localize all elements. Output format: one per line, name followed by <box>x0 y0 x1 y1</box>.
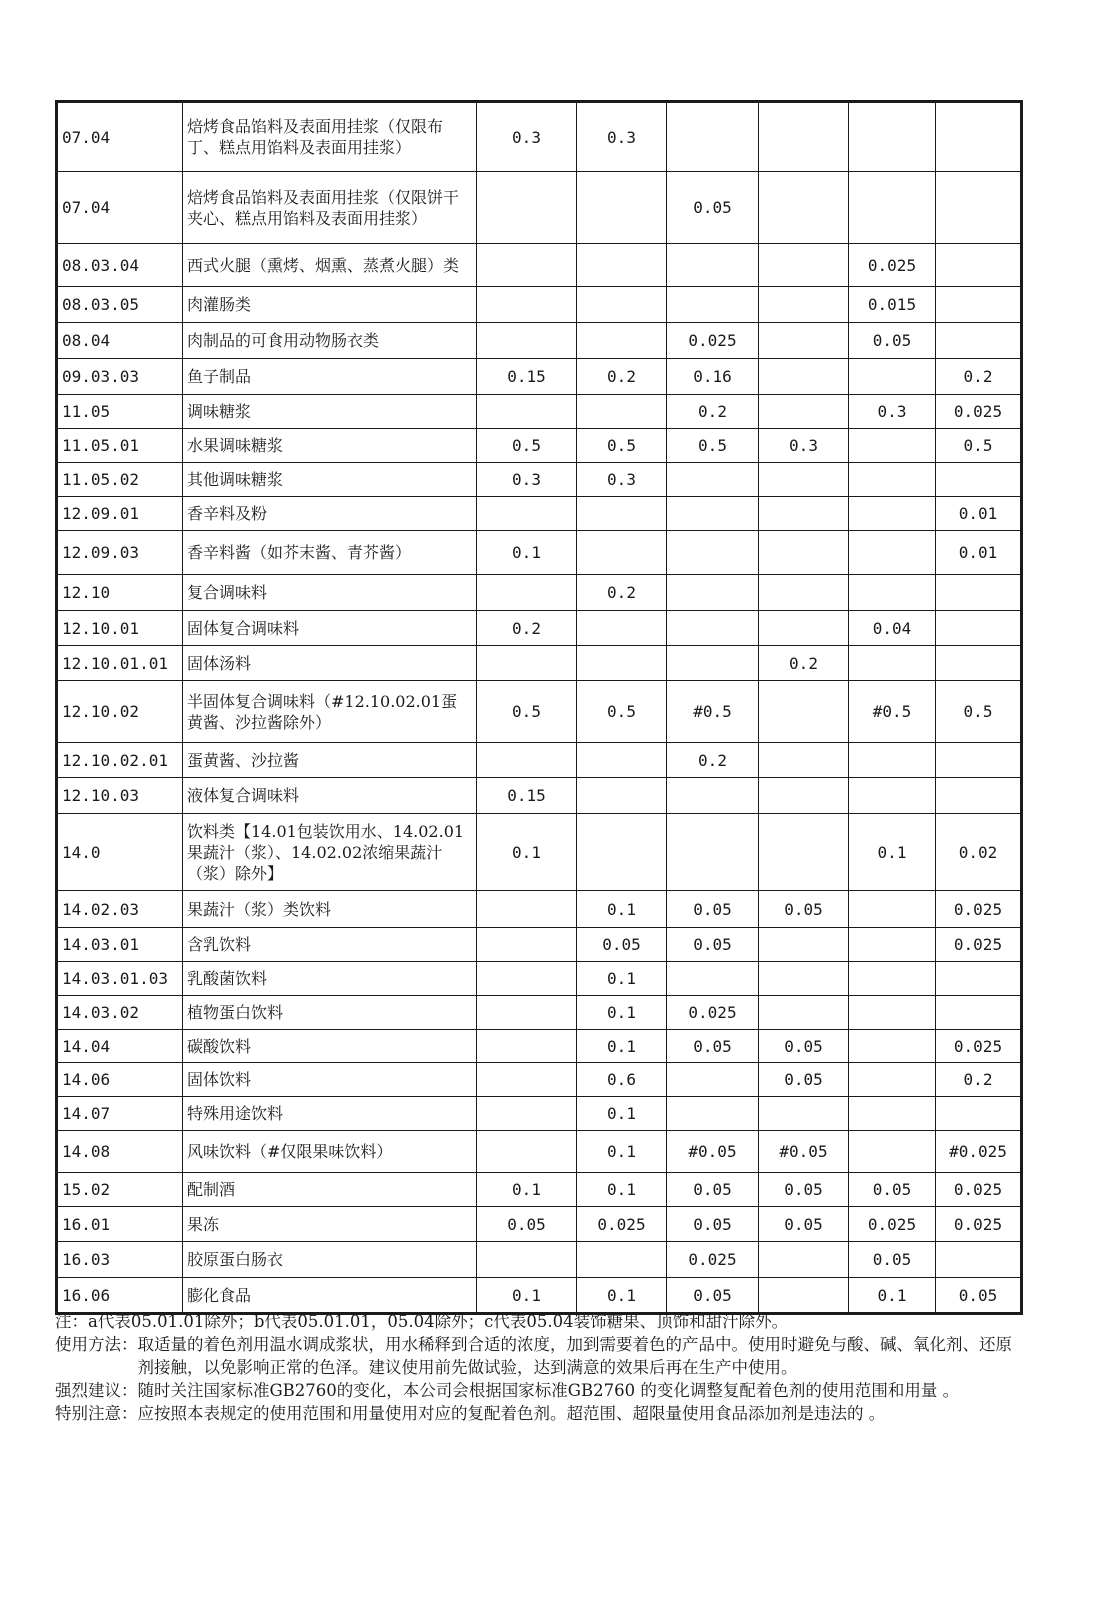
dosage-cell-6: 0.01 <box>936 497 1022 531</box>
dosage-cell-5: 0.015 <box>849 287 936 323</box>
dosage-cell-3 <box>667 1097 759 1131</box>
dosage-cell-5: 0.05 <box>849 323 936 359</box>
table-row <box>57 891 1022 928</box>
dosage-cell-2: 0.2 <box>577 575 667 611</box>
category-code-cell: 14.04 <box>57 1030 183 1063</box>
dosage-cell-1: 0.1 <box>477 531 577 575</box>
dosage-cell-4: 0.05 <box>759 1207 849 1242</box>
dosage-cell-5 <box>849 1131 936 1173</box>
dosage-cell-2 <box>577 172 667 244</box>
dosage-cell-4: 0.05 <box>759 1030 849 1063</box>
category-code-cell: 14.06 <box>57 1063 183 1097</box>
dosage-cell-5 <box>849 429 936 463</box>
table-row <box>57 244 1022 287</box>
advice-text: 随时关注国家标准GB2760的变化，本公司会根据国家标准GB2760 的变化调整复配着色剂的使用范围和用量 。 <box>137 1381 960 1400</box>
table-row <box>57 172 1022 244</box>
dosage-cell-4 <box>759 681 849 743</box>
dosage-cell-2: 0.3 <box>577 463 667 497</box>
dosage-cell-1: 0.1 <box>477 1173 577 1207</box>
dosage-cell-3 <box>667 1063 759 1097</box>
dosage-cell-3: 0.05 <box>667 1278 759 1314</box>
dosage-cell-2 <box>577 1242 667 1278</box>
table-row <box>57 778 1022 814</box>
dosage-cell-2: 0.5 <box>577 429 667 463</box>
dosage-cell-3: #0.5 <box>667 681 759 743</box>
dosage-cell-4 <box>759 996 849 1030</box>
dosage-cell-6 <box>936 611 1022 646</box>
table-row <box>57 1097 1022 1131</box>
dosage-cell-6: #0.025 <box>936 1131 1022 1173</box>
dosage-cell-3 <box>667 814 759 891</box>
dosage-cell-4 <box>759 814 849 891</box>
dosage-cell-2 <box>577 244 667 287</box>
category-code-cell: 14.02.03 <box>57 891 183 928</box>
dosage-cell-1 <box>477 172 577 244</box>
usage-table <box>55 100 1023 1315</box>
dosage-cell-3: #0.05 <box>667 1131 759 1173</box>
dosage-cell-2: 0.025 <box>577 1207 667 1242</box>
table-row <box>57 287 1022 323</box>
dosage-cell-6: 0.025 <box>936 395 1022 429</box>
table-row <box>57 814 1022 891</box>
table-row <box>57 575 1022 611</box>
food-name-cell: 焙烤食品馅料及表面用挂浆（仅限布丁、糕点用馅料及表面用挂浆） <box>183 102 477 172</box>
dosage-cell-5 <box>849 359 936 395</box>
table-row <box>57 102 1022 172</box>
category-code-cell: 08.04 <box>57 323 183 359</box>
dosage-cell-6 <box>936 1242 1022 1278</box>
dosage-cell-1 <box>477 395 577 429</box>
table-body <box>57 102 1022 1314</box>
dosage-cell-1: 0.5 <box>477 429 577 463</box>
dosage-cell-3 <box>667 646 759 681</box>
food-name-cell: 其他调味糖浆 <box>183 463 477 497</box>
dosage-cell-1 <box>477 287 577 323</box>
advice-note <box>55 1379 1020 1402</box>
dosage-cell-5: 0.025 <box>849 244 936 287</box>
dosage-cell-4: 0.05 <box>759 1063 849 1097</box>
dosage-cell-1: 0.1 <box>477 814 577 891</box>
dosage-cell-3 <box>667 531 759 575</box>
dosage-cell-6: 0.2 <box>936 359 1022 395</box>
dosage-cell-4 <box>759 1242 849 1278</box>
usage-label: 使用方法： <box>55 1335 138 1354</box>
dosage-cell-3: 0.05 <box>667 172 759 244</box>
dosage-cell-6: 0.025 <box>936 928 1022 962</box>
dosage-cell-6: 0.5 <box>936 681 1022 743</box>
footnote-text: 注：a代表05.01.01除外；b代表05.01.01，05.04除外；c代表05.04装饰糖果、顶饰和甜汁除外。 <box>55 1312 789 1331</box>
dosage-cell-5 <box>849 928 936 962</box>
dosage-cell-6: 0.025 <box>936 1030 1022 1063</box>
dosage-cell-1: 0.15 <box>477 778 577 814</box>
category-code-cell: 16.03 <box>57 1242 183 1278</box>
table-row <box>57 1030 1022 1063</box>
dosage-cell-1 <box>477 928 577 962</box>
dosage-cell-6 <box>936 646 1022 681</box>
dosage-cell-5: 0.1 <box>849 814 936 891</box>
attention-note <box>55 1402 1020 1425</box>
dosage-cell-6 <box>936 323 1022 359</box>
category-code-cell: 14.03.01 <box>57 928 183 962</box>
dosage-cell-4 <box>759 743 849 778</box>
table-row <box>57 1278 1022 1314</box>
dosage-cell-3: 0.05 <box>667 928 759 962</box>
dosage-cell-6: 0.02 <box>936 814 1022 891</box>
dosage-cell-4: 0.2 <box>759 646 849 681</box>
food-name-cell: 风味饮料（#仅限果味饮料） <box>183 1131 477 1173</box>
category-code-cell: 12.10.02 <box>57 681 183 743</box>
attention-text: 应按照本表规定的使用范围和用量使用对应的复配着色剂。超范围、超限量使用食品添加剂是违法的 。 <box>137 1404 886 1423</box>
food-name-cell: 蛋黄酱、沙拉酱 <box>183 743 477 778</box>
category-code-cell: 14.08 <box>57 1131 183 1173</box>
dosage-cell-2: 0.1 <box>577 962 667 996</box>
dosage-cell-3 <box>667 463 759 497</box>
dosage-cell-5 <box>849 778 936 814</box>
category-code-cell: 14.03.01.03 <box>57 962 183 996</box>
category-code-cell: 14.07 <box>57 1097 183 1131</box>
table-row <box>57 429 1022 463</box>
dosage-cell-2: 0.1 <box>577 1030 667 1063</box>
dosage-cell-2 <box>577 395 667 429</box>
dosage-cell-6 <box>936 172 1022 244</box>
dosage-cell-1 <box>477 646 577 681</box>
category-code-cell: 14.03.02 <box>57 996 183 1030</box>
dosage-cell-2: 0.1 <box>577 1131 667 1173</box>
dosage-cell-5: 0.04 <box>849 611 936 646</box>
category-code-cell: 11.05.01 <box>57 429 183 463</box>
dosage-cell-4: #0.05 <box>759 1131 849 1173</box>
dosage-cell-2: 0.3 <box>577 102 667 172</box>
dosage-cell-2: 0.1 <box>577 891 667 928</box>
dosage-cell-2: 0.6 <box>577 1063 667 1097</box>
table-row <box>57 1207 1022 1242</box>
dosage-cell-3 <box>667 102 759 172</box>
dosage-cell-5: 0.05 <box>849 1173 936 1207</box>
dosage-cell-3 <box>667 962 759 996</box>
dosage-cell-2: 0.1 <box>577 1173 667 1207</box>
dosage-cell-6 <box>936 1097 1022 1131</box>
dosage-cell-2: 0.1 <box>577 1278 667 1314</box>
dosage-cell-4 <box>759 102 849 172</box>
table-row <box>57 359 1022 395</box>
dosage-cell-5 <box>849 891 936 928</box>
category-code-cell: 12.09.01 <box>57 497 183 531</box>
dosage-cell-2 <box>577 814 667 891</box>
dosage-cell-4 <box>759 611 849 646</box>
category-code-cell: 16.01 <box>57 1207 183 1242</box>
dosage-cell-5 <box>849 575 936 611</box>
table-row <box>57 463 1022 497</box>
food-name-cell: 固体汤料 <box>183 646 477 681</box>
dosage-cell-4 <box>759 323 849 359</box>
dosage-cell-2: 0.1 <box>577 996 667 1030</box>
dosage-cell-6: 0.05 <box>936 1278 1022 1314</box>
dosage-cell-1 <box>477 497 577 531</box>
dosage-cell-1: 0.3 <box>477 102 577 172</box>
dosage-cell-4: 0.05 <box>759 1173 849 1207</box>
dosage-cell-4 <box>759 359 849 395</box>
dosage-cell-1 <box>477 962 577 996</box>
table-row <box>57 497 1022 531</box>
dosage-cell-5 <box>849 1030 936 1063</box>
dosage-cell-3: 0.05 <box>667 1030 759 1063</box>
dosage-cell-2 <box>577 287 667 323</box>
food-name-cell: 调味糖浆 <box>183 395 477 429</box>
table-row <box>57 1063 1022 1097</box>
dosage-cell-1 <box>477 575 577 611</box>
dosage-cell-2 <box>577 646 667 681</box>
dosage-cell-1: 0.05 <box>477 1207 577 1242</box>
category-code-cell: 12.10.02.01 <box>57 743 183 778</box>
dosage-cell-6 <box>936 287 1022 323</box>
table-row <box>57 1131 1022 1173</box>
dosage-cell-2: 0.5 <box>577 681 667 743</box>
table-row <box>57 1173 1022 1207</box>
dosage-cell-1 <box>477 1242 577 1278</box>
dosage-cell-1: 0.3 <box>477 463 577 497</box>
table-row <box>57 646 1022 681</box>
dosage-cell-6: 0.2 <box>936 1063 1022 1097</box>
dosage-cell-5 <box>849 996 936 1030</box>
dosage-cell-3 <box>667 244 759 287</box>
dosage-cell-2 <box>577 497 667 531</box>
dosage-cell-4 <box>759 928 849 962</box>
dosage-cell-6 <box>936 962 1022 996</box>
dosage-cell-1: 0.1 <box>477 1278 577 1314</box>
advice-label: 强烈建议： <box>55 1381 138 1400</box>
dosage-cell-5: 0.3 <box>849 395 936 429</box>
dosage-cell-5 <box>849 102 936 172</box>
dosage-cell-2 <box>577 531 667 575</box>
dosage-cell-5: 0.1 <box>849 1278 936 1314</box>
dosage-cell-3: 0.2 <box>667 395 759 429</box>
dosage-cell-6 <box>936 778 1022 814</box>
dosage-cell-6 <box>936 575 1022 611</box>
dosage-cell-4 <box>759 287 849 323</box>
dosage-cell-6: 0.5 <box>936 429 1022 463</box>
food-name-cell: 水果调味糖浆 <box>183 429 477 463</box>
food-name-cell: 固体复合调味料 <box>183 611 477 646</box>
dosage-cell-1 <box>477 1063 577 1097</box>
food-name-cell: 复合调味料 <box>183 575 477 611</box>
dosage-cell-4 <box>759 778 849 814</box>
usage-note <box>55 1333 1020 1379</box>
food-name-cell: 植物蛋白饮料 <box>183 996 477 1030</box>
dosage-cell-5 <box>849 531 936 575</box>
food-name-cell: 肉灌肠类 <box>183 287 477 323</box>
dosage-cell-5 <box>849 463 936 497</box>
notes-section <box>55 1310 1020 1425</box>
dosage-cell-3: 0.025 <box>667 996 759 1030</box>
dosage-cell-2 <box>577 743 667 778</box>
dosage-cell-1: 0.5 <box>477 681 577 743</box>
food-name-cell: 饮料类【14.01包装饮用水、14.02.01果蔬汁（浆）、14.02.02浓缩果蔬汁（浆）除外】 <box>183 814 477 891</box>
usage-text: 取适量的着色剂用温水调成浆状，用水稀释到合适的浓度，加到需要着色的产品中。使用时避免与酸、碱、氧化剂、还原剂接触，以免影响正常的色泽。建议使用前先做试验，达到满意的效果后再在生产中使用。 <box>137 1335 1012 1377</box>
food-name-cell: 膨化食品 <box>183 1278 477 1314</box>
category-code-cell: 14.0 <box>57 814 183 891</box>
dosage-cell-3: 0.05 <box>667 1173 759 1207</box>
category-code-cell: 08.03.05 <box>57 287 183 323</box>
dosage-cell-6: 0.025 <box>936 1207 1022 1242</box>
dosage-cell-6: 0.025 <box>936 1173 1022 1207</box>
dosage-cell-5 <box>849 172 936 244</box>
category-code-cell: 15.02 <box>57 1173 183 1207</box>
dosage-cell-3: 0.05 <box>667 1207 759 1242</box>
food-name-cell: 果冻 <box>183 1207 477 1242</box>
food-name-cell: 胶原蛋白肠衣 <box>183 1242 477 1278</box>
dosage-cell-4: 0.05 <box>759 891 849 928</box>
food-name-cell: 半固体复合调味料（#12.10.02.01蛋黄酱、沙拉酱除外） <box>183 681 477 743</box>
dosage-cell-2 <box>577 778 667 814</box>
dosage-cell-3 <box>667 778 759 814</box>
dosage-cell-5 <box>849 962 936 996</box>
dosage-cell-4: 0.3 <box>759 429 849 463</box>
dosage-cell-4 <box>759 1278 849 1314</box>
category-code-cell: 12.10.01.01 <box>57 646 183 681</box>
dosage-cell-6 <box>936 743 1022 778</box>
table-row <box>57 531 1022 575</box>
dosage-cell-4 <box>759 244 849 287</box>
table-row <box>57 996 1022 1030</box>
dosage-cell-4 <box>759 962 849 996</box>
dosage-cell-1 <box>477 996 577 1030</box>
food-name-cell: 固体饮料 <box>183 1063 477 1097</box>
dosage-cell-5 <box>849 497 936 531</box>
food-name-cell: 西式火腿（熏烤、烟熏、蒸煮火腿）类 <box>183 244 477 287</box>
dosage-cell-1 <box>477 1030 577 1063</box>
food-name-cell: 特殊用途饮料 <box>183 1097 477 1131</box>
dosage-cell-4 <box>759 497 849 531</box>
dosage-cell-3: 0.025 <box>667 1242 759 1278</box>
food-name-cell: 液体复合调味料 <box>183 778 477 814</box>
food-name-cell: 含乳饮料 <box>183 928 477 962</box>
dosage-cell-3 <box>667 287 759 323</box>
dosage-cell-1 <box>477 891 577 928</box>
dosage-cell-4 <box>759 172 849 244</box>
dosage-cell-3: 0.2 <box>667 743 759 778</box>
dosage-cell-4 <box>759 395 849 429</box>
dosage-cell-2: 0.05 <box>577 928 667 962</box>
dosage-cell-6: 0.01 <box>936 531 1022 575</box>
dosage-cell-3: 0.05 <box>667 891 759 928</box>
dosage-cell-2 <box>577 611 667 646</box>
dosage-cell-5: 0.05 <box>849 1242 936 1278</box>
food-name-cell: 鱼子制品 <box>183 359 477 395</box>
dosage-cell-3: 0.16 <box>667 359 759 395</box>
table-row <box>57 962 1022 996</box>
category-code-cell: 12.10 <box>57 575 183 611</box>
category-code-cell: 07.04 <box>57 172 183 244</box>
dosage-cell-5 <box>849 1097 936 1131</box>
dosage-cell-1 <box>477 323 577 359</box>
category-code-cell: 09.03.03 <box>57 359 183 395</box>
dosage-cell-3 <box>667 497 759 531</box>
dosage-cell-5 <box>849 646 936 681</box>
dosage-cell-1 <box>477 244 577 287</box>
dosage-cell-6 <box>936 244 1022 287</box>
dosage-cell-3 <box>667 611 759 646</box>
dosage-cell-4 <box>759 463 849 497</box>
dosage-cell-5: 0.025 <box>849 1207 936 1242</box>
food-name-cell: 果蔬汁（浆）类饮料 <box>183 891 477 928</box>
dosage-cell-3: 0.025 <box>667 323 759 359</box>
food-name-cell: 焙烤食品馅料及表面用挂浆（仅限饼干夹心、糕点用馅料及表面用挂浆） <box>183 172 477 244</box>
food-name-cell: 配制酒 <box>183 1173 477 1207</box>
dosage-cell-6 <box>936 102 1022 172</box>
food-name-cell: 碳酸饮料 <box>183 1030 477 1063</box>
category-code-cell: 12.09.03 <box>57 531 183 575</box>
dosage-cell-3 <box>667 575 759 611</box>
category-code-cell: 08.03.04 <box>57 244 183 287</box>
dosage-cell-1: 0.15 <box>477 359 577 395</box>
table-row <box>57 611 1022 646</box>
category-code-cell: 12.10.01 <box>57 611 183 646</box>
dosage-cell-5 <box>849 1063 936 1097</box>
table-row <box>57 928 1022 962</box>
dosage-cell-6: 0.025 <box>936 891 1022 928</box>
category-code-cell: 11.05 <box>57 395 183 429</box>
table-row <box>57 323 1022 359</box>
attention-label: 特别注意： <box>55 1404 138 1423</box>
category-code-cell: 11.05.02 <box>57 463 183 497</box>
category-code-cell: 12.10.03 <box>57 778 183 814</box>
food-name-cell: 肉制品的可食用动物肠衣类 <box>183 323 477 359</box>
dosage-cell-1 <box>477 1097 577 1131</box>
dosage-cell-4 <box>759 531 849 575</box>
food-name-cell: 香辛料酱（如芥末酱、青芥酱） <box>183 531 477 575</box>
category-code-cell: 07.04 <box>57 102 183 172</box>
dosage-cell-2 <box>577 323 667 359</box>
dosage-cell-4 <box>759 1097 849 1131</box>
dosage-cell-6 <box>936 463 1022 497</box>
dosage-cell-1 <box>477 1131 577 1173</box>
food-name-cell: 香辛料及粉 <box>183 497 477 531</box>
dosage-cell-6 <box>936 996 1022 1030</box>
table-row <box>57 395 1022 429</box>
table-row <box>57 1242 1022 1278</box>
food-name-cell: 乳酸菌饮料 <box>183 962 477 996</box>
table-row <box>57 681 1022 743</box>
dosage-cell-4 <box>759 575 849 611</box>
dosage-cell-1: 0.2 <box>477 611 577 646</box>
dosage-cell-2: 0.1 <box>577 1097 667 1131</box>
dosage-cell-5: #0.5 <box>849 681 936 743</box>
dosage-cell-1 <box>477 743 577 778</box>
category-code-cell: 16.06 <box>57 1278 183 1314</box>
footnote <box>55 1310 1020 1333</box>
dosage-cell-2: 0.2 <box>577 359 667 395</box>
dosage-cell-5 <box>849 743 936 778</box>
dosage-cell-3: 0.5 <box>667 429 759 463</box>
table-row <box>57 743 1022 778</box>
